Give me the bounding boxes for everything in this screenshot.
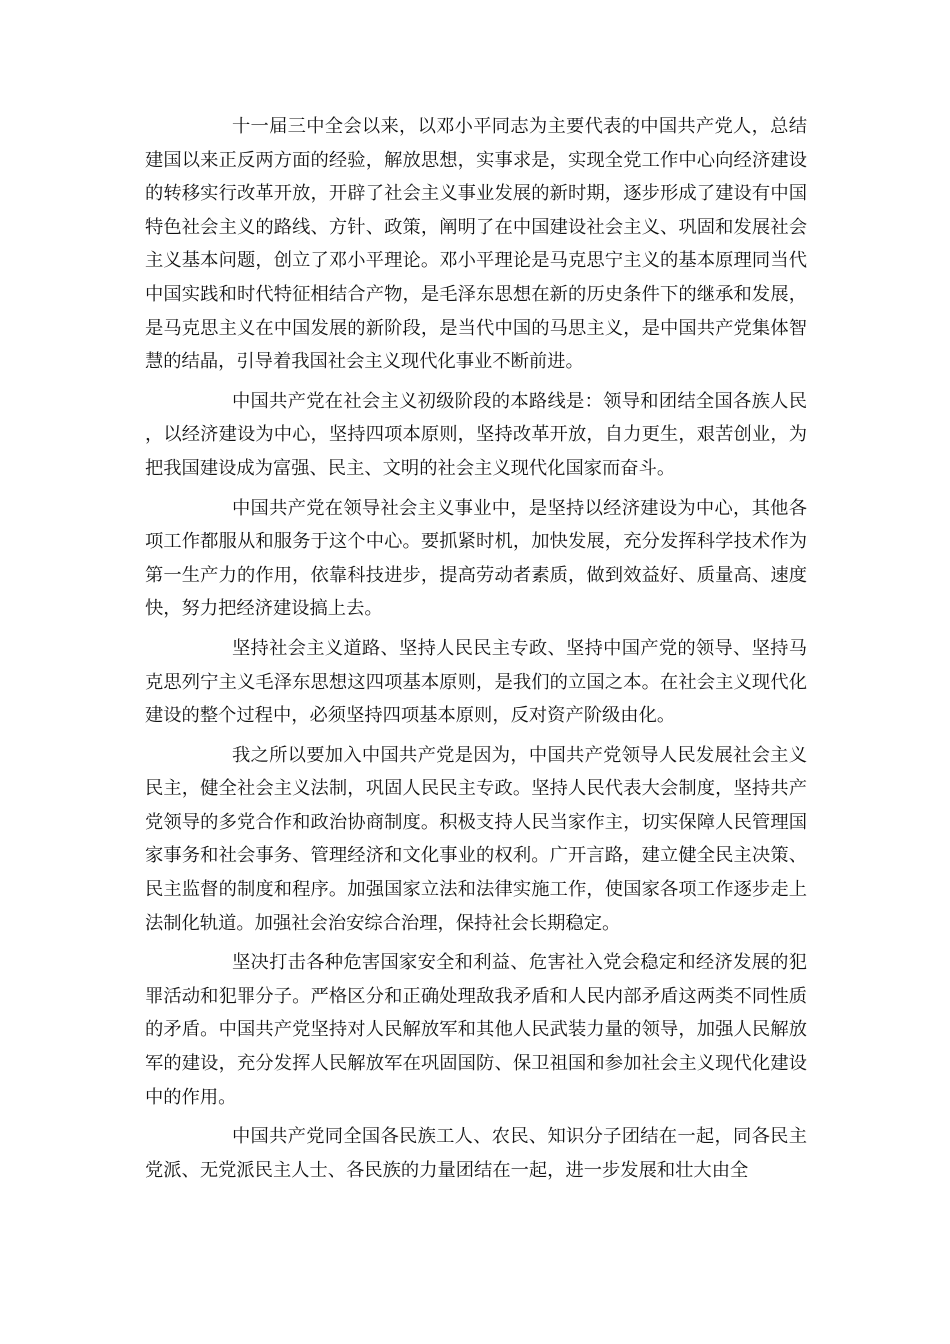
paragraph-7: 中国共产党同全国各民族工人、农民、知识分子团结在一起，同各民主党派、无党派民主人士、各民族的力量团结在一起，进一步发展和壮大由全: [145, 1126, 807, 1181]
document-body: [145, 110, 807, 1187]
paragraph-4: 坚持社会主义道路、坚持人民民主专政、坚持中国产党的领导、坚持马克思列宁主义毛泽东思想这四项基本原则，是我们的立国之本。在社会主义现代化建设的整个过程中，必须坚持四项基本原则，反对资产阶级由化。: [145, 637, 807, 727]
paragraph-1: 十一届三中全会以来，以邓小平同志为主要代表的中国共产党人，总结建国以来正反两方面的经验，解放思想，实事求是，实现全党工作中心向经济建设的转移实行改革开放，开辟了社会主义事业发展的新时期，逐步形成了建设有中国特色社会主义的路线、方针、政策，阐明了在中国建设社会主义、巩固和发展社会主义基本问题，创立了邓小平理论。邓小平理论是马克思宁主义的基本原理同当代中国实践和时代特征相结合产物，是毛泽东思想在新的历史条件下的继承和发展，是马克思主义在中国发展的新阶段，是当代中国的马思主义，是中国共产党集体智慧的结晶，引导着我国社会主义现代化事业不断前进。: [145, 116, 807, 373]
paragraph-5: 我之所以要加入中国共产党是因为，中国共产党领导人民发展社会主义民主，健全社会主义法制，巩固人民民主专政。坚持人民代表大会制度，坚持共产党领导的多党合作和政治协商制度。积极支持人民当家作主，切实保障人民管理国家事务和社会事务、管理经济和文化事业的权利。广开言路，建立健全民主决策、民主监督的制度和程序。加强国家立法和法律实施工作，使国家各项工作逐步走上法制化轨道。加强社会治安综合治理，保持社会长期稳定。: [145, 744, 807, 934]
paragraph-2: 中国共产党在社会主义初级阶段的本路线是：领导和团结全国各族人民，以经济建设为中心，坚持四项本原则，坚持改革开放，自力更生，艰苦创业，为把我国建设成为富强、民主、文明的社会主义现代化国家而奋斗。: [145, 390, 807, 479]
paragraph-3: 中国共产党在领导社会主义事业中，是坚持以经济建设为中心，其他各项工作都服从和服务于这个中心。要抓紧时机，加快发展，充分发挥科学技术作为第一生产力的作用，依靠科技进步，提高劳动者素质，做到效益好、质量高、速度快，努力把经济建设搞上去。: [145, 497, 807, 620]
paragraph-6: 坚决打击各种危害国家安全和利益、危害社入党会稳定和经济发展的犯罪活动和犯罪分子。严格区分和正确处理敌我矛盾和人民内部矛盾这两类不同性质的矛盾。中国共产党坚持对人民解放军和其他人民武装力量的领导，加强人民解放军的建设，充分发挥人民解放军在巩固国防、保卫祖国和参加社会主义现代化建设中的作用。: [145, 952, 807, 1108]
